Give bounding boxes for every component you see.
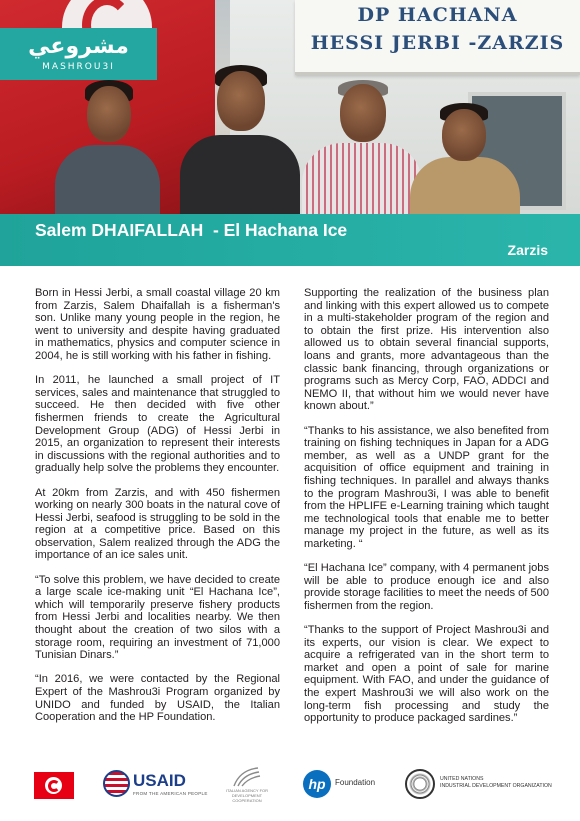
- title-band: [0, 214, 580, 266]
- logo-arabic-text: مشروعي: [28, 34, 129, 59]
- logo-latin-text: MASHROU3I: [42, 62, 115, 72]
- person-3: [302, 80, 422, 215]
- unido-text: [440, 776, 552, 790]
- paragraph: Supporting the realization of the business plan and linking with this expert allowed us to compete in a multi-stakeholder program of the region and to obtain the first prize. His intervention also allowed us to obtain several financial supports, loans and grants, more advantageous than the classic bank financing, through organizations or programs such as Mercy Corp, FAO, ADDCI and NEMO II, that without him we would never have known about.”: [304, 287, 549, 413]
- paragraph: “Thanks to the support of Project Mashrou3i and its experts, our vision is clear. We expect to acquire a refrigerated van in the short term to market and open a point of sale for marine equipment. With FAO, and under the guidance of the expert Mashrou3i we will also work on the long-term fish processing and study the opportunity to produce packaged sardines.”: [304, 624, 549, 725]
- paragraph: Born in Hessi Jerbi, a small coastal village 20 km from Zarzis, Salem Dhaifallah is a fisherman's son. Unlike many young people in the region, he went to university and despite having graduated in mathematics, physics and computer science in 2004, he is still working with his father in fishing.: [35, 287, 280, 362]
- person-1: [55, 80, 160, 215]
- sign-line-1: DP HACHANA: [357, 4, 518, 26]
- header-photo: [0, 0, 580, 215]
- person-2: [180, 65, 300, 215]
- paragraph: “El Hachana Ice” company, with 4 permanent jobs will be able to produce enough ice and also provide storage facilities to meet the needs of 500 fishermen from the region.: [304, 562, 549, 612]
- tunisia-flag-icon: [34, 772, 74, 799]
- unido-line-1: UNITED NATIONS: [440, 776, 484, 782]
- partner-logos: [0, 762, 580, 812]
- usaid-logo-text: USAID: [133, 771, 186, 790]
- left-column: [35, 287, 280, 735]
- paragraph: “In 2016, we were contacted by the Regional Expert of the Mashrou3i Program organized by UNIDO and funded by USAID, the Italian Cooperation and the HP Foundation.: [35, 673, 280, 724]
- usaid-seal-icon: [103, 770, 130, 797]
- italian-cooperation-text: ITALIAN AGENCY FOR DEVELOPMENT COOPERATION: [225, 788, 269, 803]
- unido-emblem-icon: [405, 769, 435, 799]
- hp-logo-icon: hp: [303, 770, 331, 798]
- paragraph: In 2011, he launched a small project of IT services, sales and maintenance that struggled to succeed. He then decided with five other fishermen friends to create the Agricultural Development Group (ADG) of Hessi Jerbi in 2015, an organization to represent their interests in discussions with the regional authorities and to gradually help solve the problems they encounter.: [35, 374, 280, 475]
- person-4: [410, 103, 520, 215]
- paragraph: “To solve this problem, we have decided to create a large scale ice-making unit “El Hachana Ice”, which will temporarily preserve fishery products from Hessi Jerbi and localities nearby. We then thought about the creation of two silos with a storage room, requiring an investment of 71,000 Tunisian Dinars.”: [35, 573, 280, 662]
- hp-foundation-text: Foundation: [335, 778, 376, 787]
- mashrou3i-logo: [0, 28, 157, 80]
- paragraph: At 20km from Zarzis, and with 450 fishermen working on nearly 300 boats in the natural cove of Hessi Jerbi, seafood is struggling to be sold in the region at a competitive price. Based on this observation, Salem realized through the ADG the importance of an ice sales unit.: [35, 486, 280, 562]
- location-label: Zarzis: [507, 242, 548, 258]
- sign-line-2: HESSI JERBI -ZARZIS: [310, 32, 565, 54]
- paragraph: “Thanks to his assistance, we also benefited from training on fishing techniques in Japan for a ADG member, as well as a UNDP grant for the acquisition of office equipment and training in fishing techniques. In parallel and always thanks to the program Mashrou3i, I was able to benefit from the HPLIFE e-Learning training which taught me technological tools that enable me to better manage my project in the future, as well as its marketing. “: [304, 424, 549, 550]
- shop-sign: [295, 0, 580, 75]
- italian-cooperation-icon: [230, 766, 262, 788]
- usaid-tagline: FROM THE AMERICAN PEOPLE: [133, 791, 208, 796]
- page-title: Salem DHAIFALLAH - El Hachana Ice: [35, 220, 348, 240]
- right-column: [304, 287, 549, 736]
- unido-line-2: INDUSTRIAL DEVELOPMENT ORGANIZATION: [440, 783, 552, 789]
